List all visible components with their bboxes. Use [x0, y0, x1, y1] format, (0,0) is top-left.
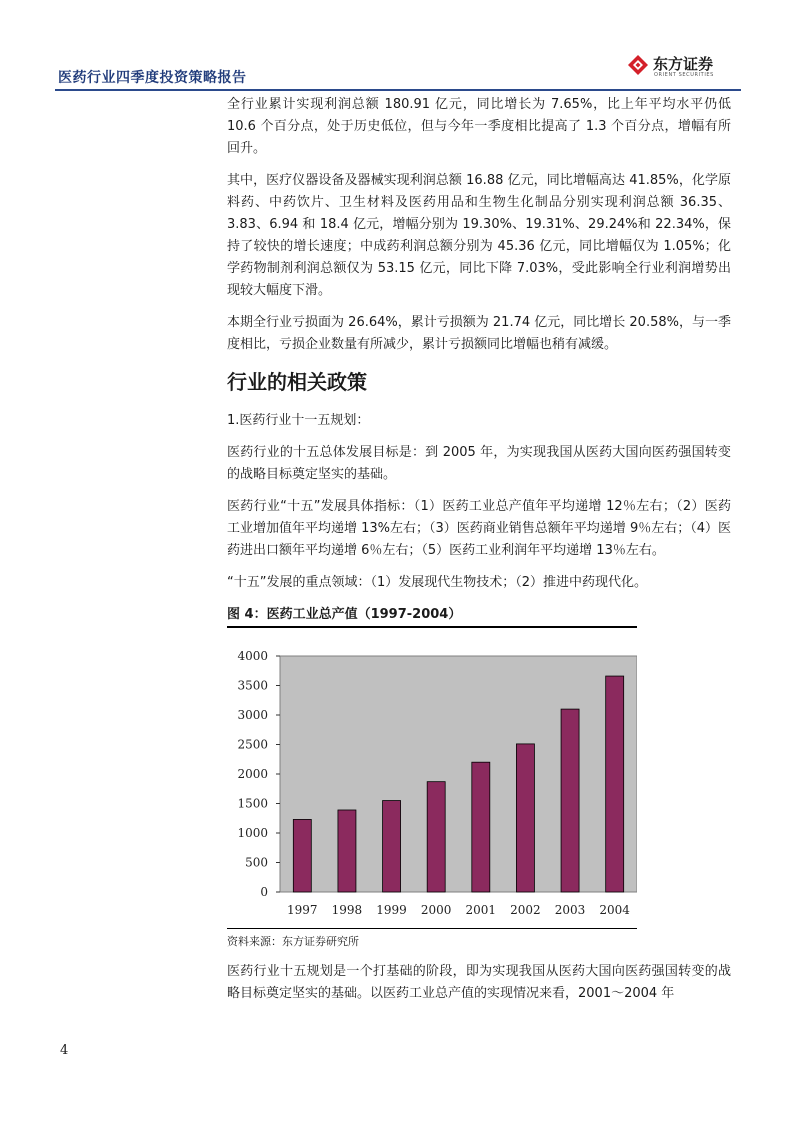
bar-1999 — [383, 801, 401, 892]
paragraph: “十五”发展的重点领域：（1）发展现代生物技术；（2）推进中药现代化。 — [227, 575, 648, 590]
report-title: 医药行业四季度投资策略报告 — [58, 70, 247, 86]
y-tick-label: 2500 — [237, 737, 268, 752]
bar-2001 — [472, 762, 490, 892]
figure-bottom-rule — [227, 928, 637, 929]
bar-2002 — [516, 744, 534, 892]
y-tick-label: 4000 — [237, 649, 268, 663]
section-heading: 行业的相关政策 — [227, 370, 367, 394]
header-divider — [55, 89, 741, 91]
paragraph: 全行业累计实现利润总额 180.91 亿元，同比增长为 7.65%，比上年平均水平仍低 10.6 个百分点，处于历史低位，但与今年一季度相比提高了 1.3 个百分点，增幅有所回升。 — [227, 97, 731, 156]
x-tick-label: 1999 — [376, 903, 407, 917]
y-tick-label: 3000 — [237, 708, 268, 722]
chart-svg — [227, 628, 637, 928]
y-tick-label: 0 — [260, 885, 268, 899]
y-tick-label: 1000 — [237, 826, 268, 840]
y-tick-label: 3500 — [237, 678, 268, 693]
bar-2004 — [606, 676, 624, 892]
bar-chart — [227, 628, 637, 928]
figure-source: 资料来源：东方证券研究所 — [227, 935, 359, 948]
x-tick-label: 2004 — [599, 903, 630, 917]
paragraph: 1.医药行业十一五规划： — [227, 413, 370, 428]
x-tick-label: 1998 — [331, 903, 363, 917]
y-tick-label: 2000 — [237, 767, 268, 781]
x-tick-label: 2001 — [465, 903, 497, 917]
paragraph: 其中，医疗仪器设备及器械实现利润总额 16.88 亿元，同比增幅高达 41.85%，化学原料药、中药饮片、卫生材料及医药用品和生物生化制品分别实现利润总额 36.35、3.83、6.94 和 18.4 亿元，增幅分别为 19.30%、19.31%、29.24%和 22.34%，保持了较快的增长速度；中成药利润总额分别为 45.36 亿元，同比增幅仅为 1.05%；化学药物制剂利润总额仅为 53.15 亿元，同比下降 7.03%，受此影响全行业利润增势出现较大幅度下滑。 — [227, 173, 731, 298]
paragraph: 医药行业十五规划是一个打基础的阶段，即为实现我国从医药大国向医药强国转变的战略目标奠定坚实的基础。以医药工业总产值的实现情况来看，2001～2004 年 — [227, 964, 731, 1001]
paragraph: 医药行业的十五总体发展目标是：到 2005 年，为实现我国从医药大国向医药强国转变的战略目标奠定坚实的基础。 — [227, 445, 731, 482]
x-tick-label: 2002 — [510, 903, 541, 917]
y-tick-label: 500 — [245, 855, 268, 870]
x-tick-label: 1997 — [287, 903, 318, 917]
page-number: 4 — [60, 1043, 69, 1058]
plot-area — [280, 656, 637, 892]
paragraph: 本期全行业亏损面为 26.64%，累计亏损额为 21.74 亿元，同比增长 20.58%，与一季度相比，亏损企业数量有所减少，累计亏损额同比增幅也稍有减缓。 — [227, 315, 731, 352]
paragraph: 医药行业“十五”发展具体指标：（1）医药工业总产值年平均递增 12％左右；（2）医药工业增加值年平均递增 13%左右；（3）医药商业销售总额年平均递增 9％左右；（4）医药进出口额年平均递增 6％左右；（5）医药工业利润年平均递增 13％左右。 — [227, 499, 731, 558]
orient-logo-icon — [627, 54, 649, 76]
bar-1997 — [293, 819, 311, 892]
bar-2000 — [427, 782, 445, 892]
logo-subtext: ORIENT SECURITIES — [654, 72, 714, 78]
y-tick-label: 1500 — [237, 796, 268, 811]
company-logo — [627, 52, 737, 82]
x-tick-label: 2000 — [420, 903, 452, 917]
figure-title: 图 4：医药工业总产值（1997-2004） — [227, 607, 462, 622]
logo-text: 东方证券 — [653, 55, 714, 73]
bar-1998 — [338, 810, 356, 892]
main-content — [227, 94, 731, 1015]
x-tick-label: 2003 — [554, 903, 586, 917]
bar-2003 — [561, 709, 579, 892]
